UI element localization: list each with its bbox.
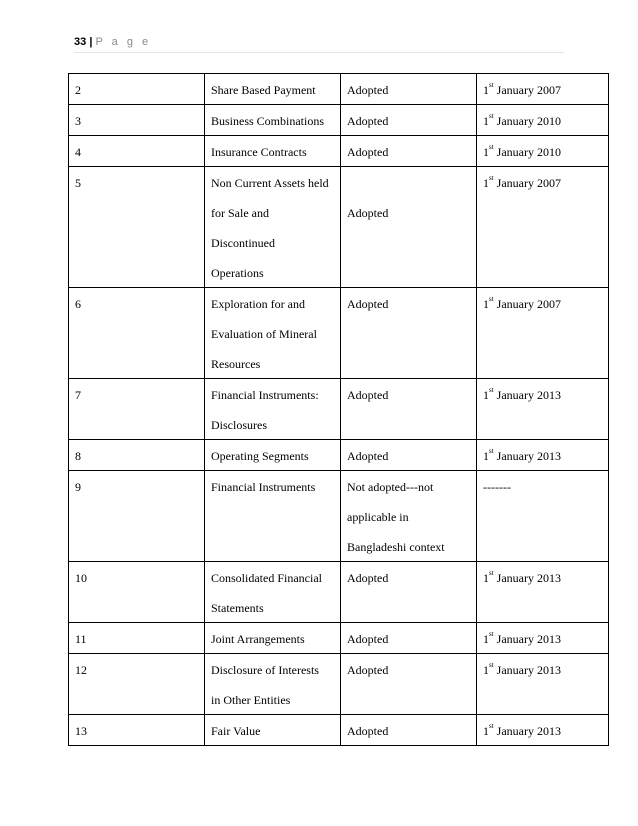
standard-name-cell bbox=[205, 105, 341, 136]
standard-name-cell-line: Share Based Payment bbox=[211, 83, 316, 97]
table-row bbox=[69, 562, 609, 623]
date-day: 1 bbox=[483, 449, 489, 463]
status-cell bbox=[341, 74, 477, 105]
date-month-year: ------- bbox=[483, 480, 511, 494]
status-cell-line: Adopted bbox=[347, 114, 389, 128]
date-ordinal-suffix: st bbox=[489, 143, 494, 151]
date-month-year: January 2013 bbox=[493, 663, 561, 677]
row-number-cell: 12 bbox=[69, 654, 205, 715]
status-cell bbox=[341, 136, 477, 167]
standard-name-cell bbox=[205, 715, 341, 746]
standard-name-cell bbox=[205, 562, 341, 623]
standard-name-cell bbox=[205, 74, 341, 105]
status-cell bbox=[341, 715, 477, 746]
date-day: 1 bbox=[483, 571, 489, 585]
standard-name-cell bbox=[205, 288, 341, 379]
row-number-cell: 2 bbox=[69, 74, 205, 105]
status-cell bbox=[341, 562, 477, 623]
standard-name-cell bbox=[205, 379, 341, 440]
status-cell-line: Adopted bbox=[347, 724, 389, 738]
status-cell bbox=[341, 288, 477, 379]
date-month-year: January 2013 bbox=[493, 632, 561, 646]
table-row bbox=[69, 654, 609, 715]
effective-date-cell bbox=[477, 74, 609, 105]
table-row bbox=[69, 105, 609, 136]
table-row bbox=[69, 440, 609, 471]
table-row bbox=[69, 136, 609, 167]
standard-name-cell-line: for Sale and bbox=[211, 206, 269, 220]
row-number-cell: 8 bbox=[69, 440, 205, 471]
date-day: 1 bbox=[483, 724, 489, 738]
date-ordinal-suffix: st bbox=[489, 386, 494, 394]
standard-name-cell-line: Insurance Contracts bbox=[211, 145, 307, 159]
row-number-cell: 10 bbox=[69, 562, 205, 623]
status-cell bbox=[341, 379, 477, 440]
table-row bbox=[69, 623, 609, 654]
date-day: 1 bbox=[483, 297, 489, 311]
row-number-cell: 13 bbox=[69, 715, 205, 746]
table-row bbox=[69, 379, 609, 440]
page-number: 33 bbox=[74, 36, 87, 48]
standard-name-cell bbox=[205, 654, 341, 715]
effective-date-cell bbox=[477, 715, 609, 746]
standard-name-cell bbox=[205, 440, 341, 471]
date-month-year: January 2013 bbox=[493, 388, 561, 402]
row-number-cell: 7 bbox=[69, 379, 205, 440]
date-day: 1 bbox=[483, 83, 489, 97]
page-header bbox=[74, 36, 564, 53]
date-ordinal-suffix: st bbox=[489, 447, 494, 455]
standard-name-cell-line: Disclosure of Interests bbox=[211, 663, 319, 677]
date-day: 1 bbox=[483, 176, 489, 190]
status-cell bbox=[341, 623, 477, 654]
standard-name-cell-line: in Other Entities bbox=[211, 693, 291, 707]
date-ordinal-suffix: st bbox=[489, 569, 494, 577]
standard-name-cell-line: Resources bbox=[211, 357, 261, 371]
standard-name-cell-line: Joint Arrangements bbox=[211, 632, 305, 646]
date-ordinal-suffix: st bbox=[489, 112, 494, 120]
standard-name-cell bbox=[205, 471, 341, 562]
effective-date-cell bbox=[477, 105, 609, 136]
date-day: 1 bbox=[483, 632, 489, 646]
status-cell-line: Bangladeshi context bbox=[347, 540, 445, 554]
standard-name-cell bbox=[205, 136, 341, 167]
status-cell bbox=[341, 105, 477, 136]
status-cell-line: Adopted bbox=[347, 388, 389, 402]
effective-date-cell bbox=[477, 654, 609, 715]
page-word: P a g e bbox=[95, 36, 152, 48]
status-cell bbox=[341, 654, 477, 715]
table-row bbox=[69, 74, 609, 105]
standard-name-cell-line: Consolidated Financial bbox=[211, 571, 322, 585]
standard-name-cell-line: Financial Instruments bbox=[211, 480, 316, 494]
effective-date-cell bbox=[477, 136, 609, 167]
standard-name-cell-line: Exploration for and bbox=[211, 297, 305, 311]
standard-name-cell-line: Discontinued bbox=[211, 236, 275, 250]
row-number-cell: 3 bbox=[69, 105, 205, 136]
standard-name-cell-line: Business Combinations bbox=[211, 114, 325, 128]
date-day: 1 bbox=[483, 663, 489, 677]
status-cell-line: Adopted bbox=[347, 145, 389, 159]
row-number-cell: 4 bbox=[69, 136, 205, 167]
standard-name-cell-line: Disclosures bbox=[211, 418, 267, 432]
status-cell-line: Adopted bbox=[347, 632, 389, 646]
standard-name-cell-line: Evaluation of Mineral bbox=[211, 327, 317, 341]
standard-name-cell bbox=[205, 623, 341, 654]
date-ordinal-suffix: st bbox=[489, 661, 494, 669]
row-number-cell: 11 bbox=[69, 623, 205, 654]
date-day: 1 bbox=[483, 388, 489, 402]
date-month-year: January 2007 bbox=[493, 83, 561, 97]
status-cell-line: Not adopted---not bbox=[347, 480, 434, 494]
effective-date-cell bbox=[477, 288, 609, 379]
status-cell bbox=[341, 471, 477, 562]
effective-date-cell bbox=[477, 167, 609, 288]
status-cell-line: Adopted bbox=[347, 83, 389, 97]
standard-name-cell-line: Fair Value bbox=[211, 724, 261, 738]
effective-date-cell bbox=[477, 440, 609, 471]
table-row bbox=[69, 288, 609, 379]
status-cell-line: Adopted bbox=[347, 663, 389, 677]
effective-date-cell bbox=[477, 471, 609, 562]
date-ordinal-suffix: st bbox=[489, 81, 494, 89]
table-body bbox=[69, 74, 609, 746]
table-row bbox=[69, 471, 609, 562]
table-row bbox=[69, 167, 609, 288]
standard-name-cell-line: Financial Instruments: bbox=[211, 388, 319, 402]
status-cell bbox=[341, 167, 477, 288]
status-cell-line: Adopted bbox=[347, 571, 389, 585]
effective-date-cell bbox=[477, 379, 609, 440]
header-separator: | bbox=[89, 36, 93, 48]
status-cell-line: applicable in bbox=[347, 510, 409, 524]
standard-name-cell-line: Operations bbox=[211, 266, 264, 280]
row-number-cell: 6 bbox=[69, 288, 205, 379]
status-cell-line bbox=[347, 174, 470, 204]
date-month-year: January 2010 bbox=[493, 145, 561, 159]
date-ordinal-suffix: st bbox=[489, 722, 494, 730]
status-cell-line: Adopted bbox=[347, 206, 389, 220]
date-day: 1 bbox=[483, 114, 489, 128]
date-month-year: January 2013 bbox=[493, 449, 561, 463]
date-month-year: January 2010 bbox=[493, 114, 561, 128]
date-day: 1 bbox=[483, 145, 489, 159]
date-month-year: January 2013 bbox=[493, 571, 561, 585]
table-row bbox=[69, 715, 609, 746]
row-number-cell: 9 bbox=[69, 471, 205, 562]
standard-name-cell bbox=[205, 167, 341, 288]
status-cell-line: Adopted bbox=[347, 449, 389, 463]
date-month-year: January 2007 bbox=[493, 297, 561, 311]
standard-name-cell-line: Operating Segments bbox=[211, 449, 309, 463]
date-month-year: January 2013 bbox=[493, 724, 561, 738]
date-ordinal-suffix: st bbox=[489, 174, 494, 182]
effective-date-cell bbox=[477, 623, 609, 654]
standard-name-cell-line: Non Current Assets held bbox=[211, 176, 329, 190]
standard-name-cell-line: Statements bbox=[211, 601, 264, 615]
status-cell-line: Adopted bbox=[347, 297, 389, 311]
status-cell bbox=[341, 440, 477, 471]
date-ordinal-suffix: st bbox=[489, 630, 494, 638]
effective-date-cell bbox=[477, 562, 609, 623]
date-month-year: January 2007 bbox=[493, 176, 561, 190]
standards-table bbox=[68, 73, 609, 746]
date-ordinal-suffix: st bbox=[489, 295, 494, 303]
row-number-cell: 5 bbox=[69, 167, 205, 288]
